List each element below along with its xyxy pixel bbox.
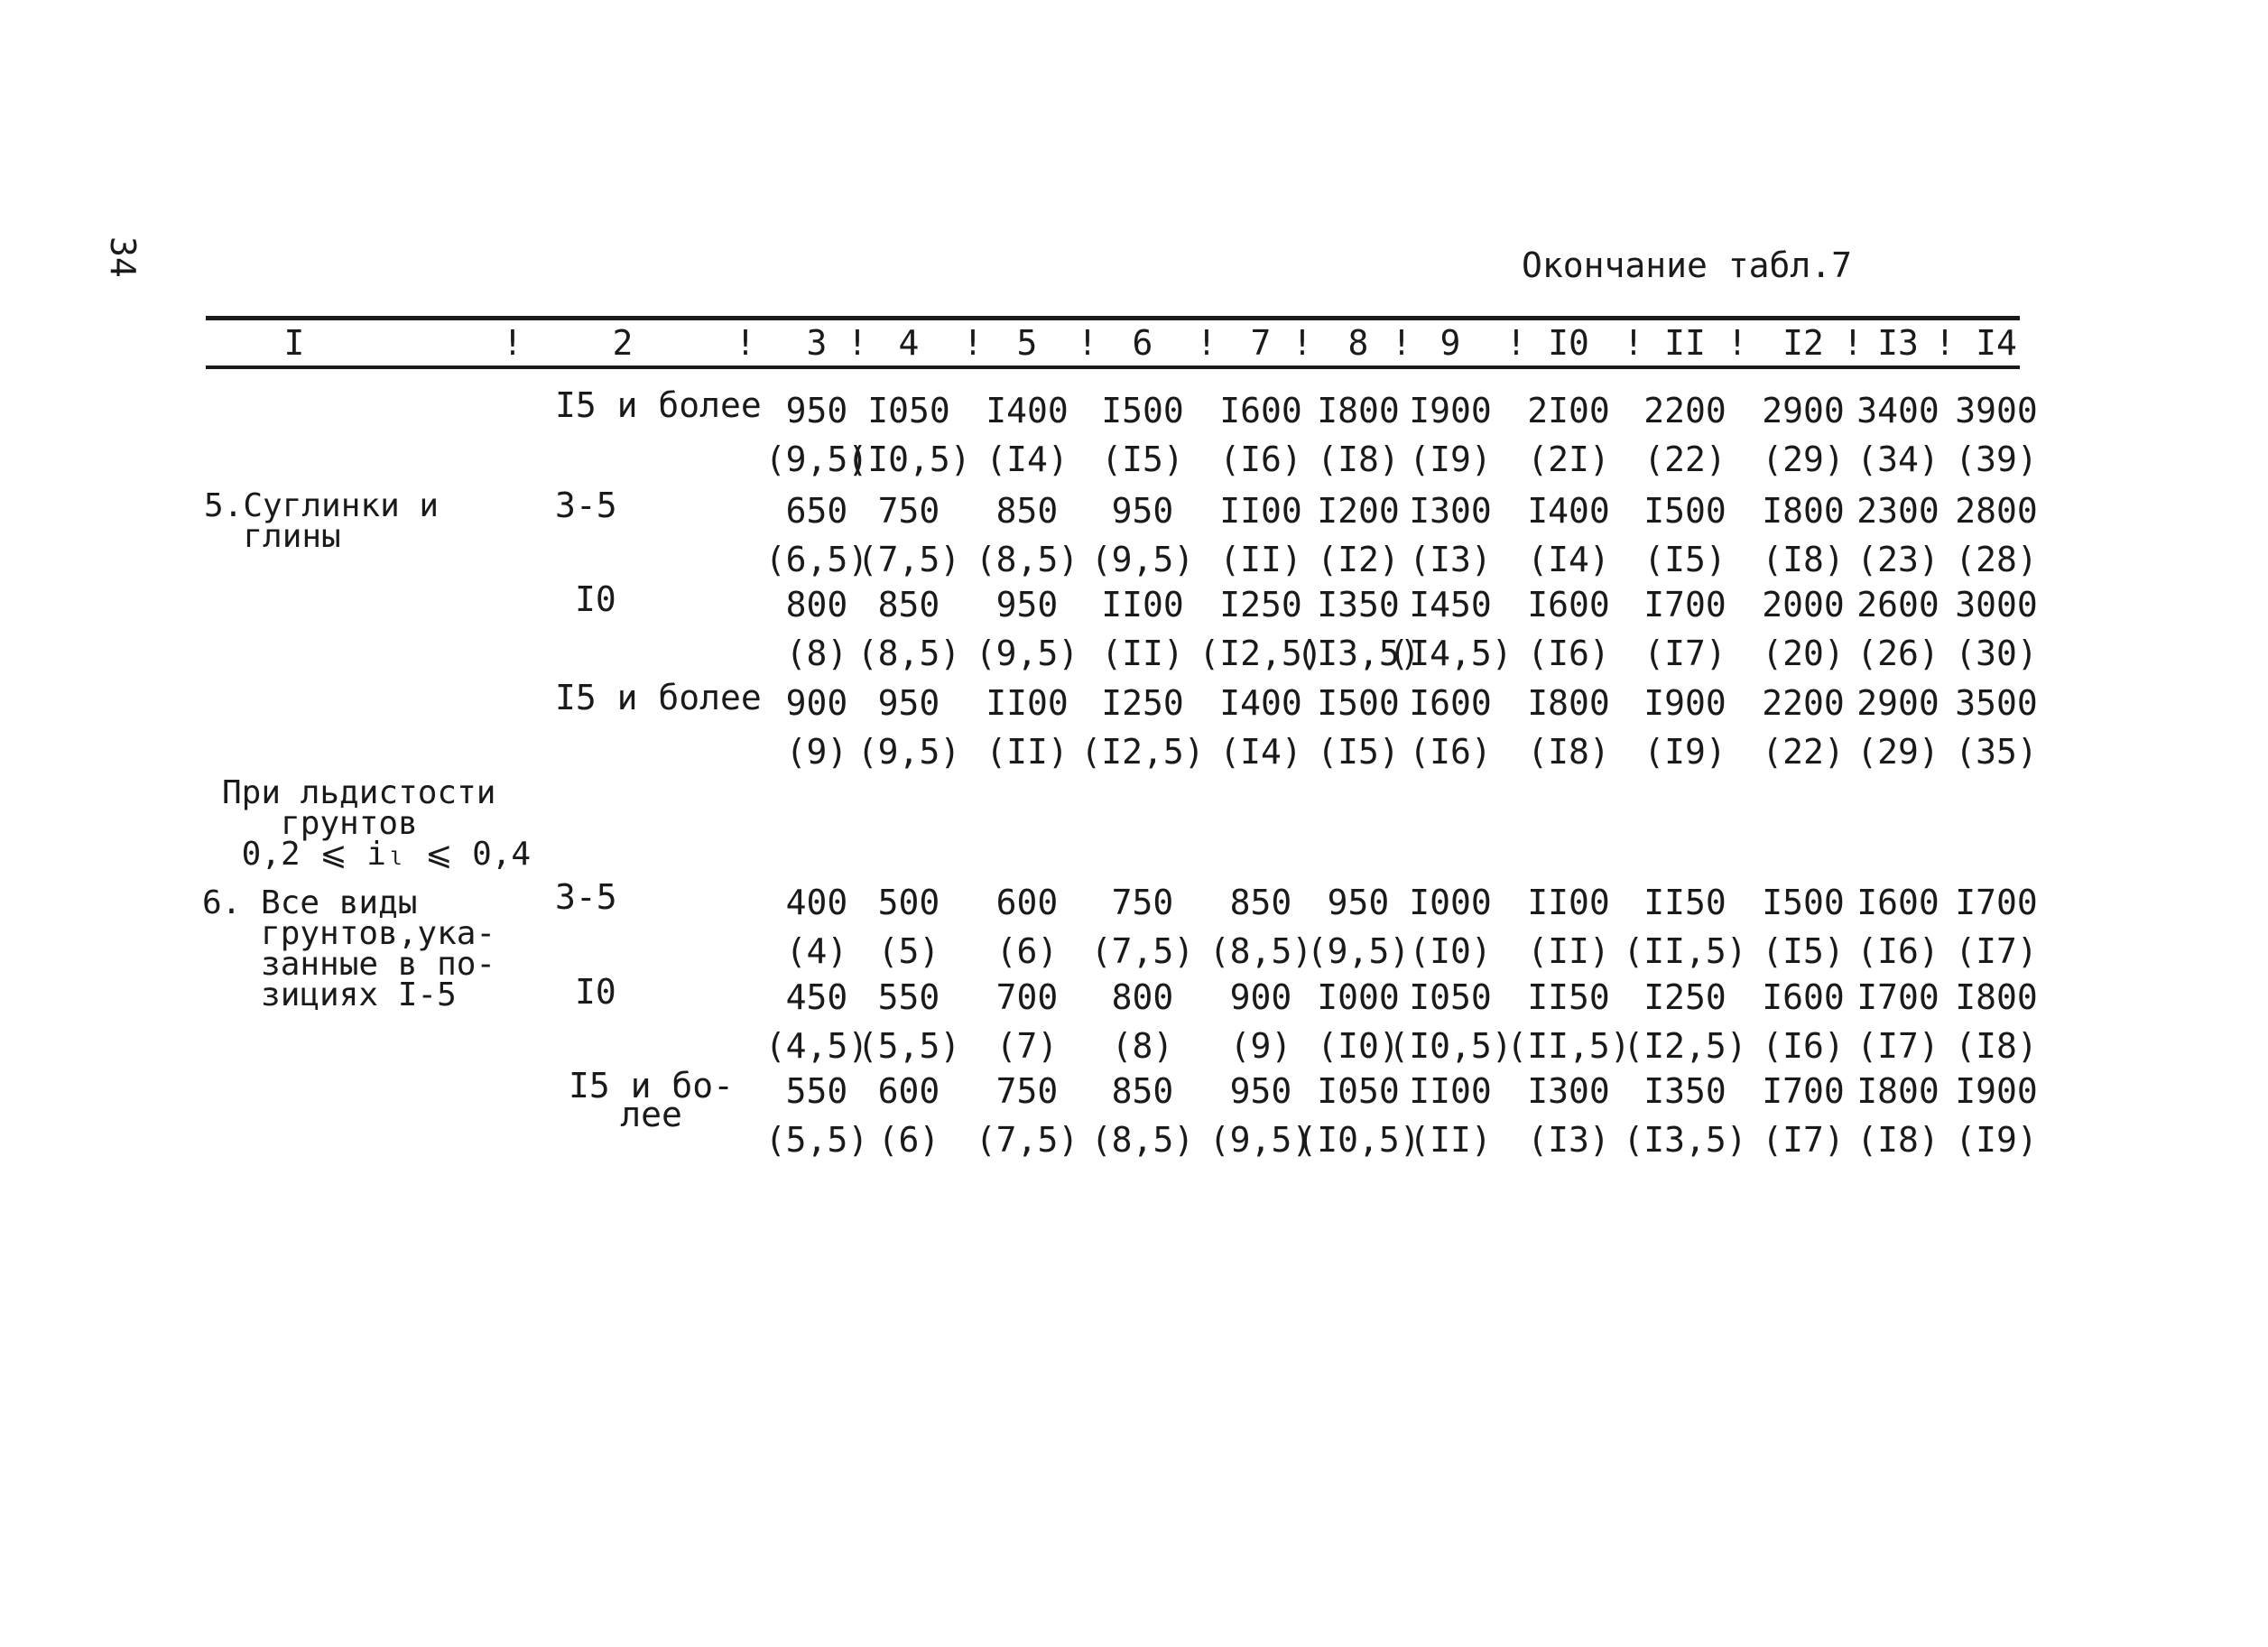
table-cell-paren: (I4) (1219, 732, 1302, 772)
table-cell-paren: (35) (1955, 732, 2038, 772)
table-cell-paren: (II,5) (1506, 1026, 1631, 1066)
table-cell-value: 950 (1327, 883, 1390, 922)
table-cell-paren: (9,5) (764, 440, 869, 479)
table-cell-paren: (I6) (1856, 931, 1939, 971)
table-cell-paren: (I7) (1955, 931, 2038, 971)
table-cell-paren: (4,5) (764, 1026, 869, 1066)
table-cell-value: 3900 (1955, 391, 2038, 430)
table-cell-paren: (7,5) (856, 540, 961, 579)
table-cell-paren: (9,5) (1208, 1120, 1313, 1160)
table-cell-paren: (I8) (1762, 540, 1845, 579)
table-cell-value: I800 (1856, 1071, 1939, 1111)
table-cell-value: I000 (1317, 977, 1400, 1017)
header-separator: ! (502, 323, 523, 363)
table-cell-paren: (22) (1643, 440, 1726, 479)
row-depth: I5 и более (555, 678, 762, 717)
table-cell-value: 800 (1111, 977, 1174, 1017)
table-cell-value: 2800 (1955, 491, 2038, 531)
table-cell-paren: (I4) (1527, 540, 1610, 579)
table-cell-paren: (I9) (1643, 732, 1726, 772)
table-cell-value: 2200 (1643, 391, 1726, 430)
table-cell-value: 650 (785, 491, 848, 531)
table-cell-value: 950 (995, 585, 1059, 625)
table-cell-value: 3400 (1856, 391, 1939, 430)
table-cell-value: I700 (1762, 1071, 1845, 1111)
table-cell-value: 2000 (1762, 585, 1845, 625)
row-depth: 3-5 (555, 877, 617, 917)
header-separator: ! (1623, 323, 1644, 363)
table-cell-paren: (8,5) (856, 634, 961, 673)
table-cell-paren: (7,5) (1090, 931, 1195, 971)
table-cell-value: I600 (1219, 391, 1302, 430)
table-cell-value: I600 (1409, 683, 1492, 723)
table-cell-value: 600 (995, 883, 1059, 922)
table-cell-paren: (39) (1955, 440, 2038, 479)
table-cell-paren: (8) (785, 634, 848, 673)
table-cell-value: II50 (1643, 883, 1726, 922)
header-separator: ! (1934, 323, 1956, 363)
table-cell-value: 950 (785, 391, 848, 430)
table-cell-value: I400 (1527, 491, 1610, 531)
table-cell-value: 2900 (1762, 391, 1845, 430)
table-cell-paren: (I6) (1219, 440, 1302, 479)
table-cell-value: I050 (867, 391, 950, 430)
table-cell-value: I800 (1762, 491, 1845, 531)
table-cell-value: I300 (1527, 1071, 1610, 1111)
table-cell-paren: (II) (1219, 540, 1302, 579)
header-separator: ! (962, 323, 984, 363)
table-cell-paren: (8,5) (1090, 1120, 1195, 1160)
table-cell-paren: (26) (1856, 634, 1939, 673)
table-cell-value: I900 (1643, 683, 1726, 723)
table-cell-value: 2600 (1856, 585, 1939, 625)
table-cell-value: I700 (1856, 977, 1939, 1017)
table-cell-value: I600 (1762, 977, 1845, 1017)
row-depth: 3-5 (555, 486, 617, 525)
table-cell-value: 950 (877, 683, 940, 723)
table-cell-value: 400 (785, 883, 848, 922)
table-cell-value: 450 (785, 977, 848, 1017)
header-col-4: 4 (898, 323, 920, 363)
table-cell-paren: (I3,5) (1623, 1120, 1747, 1160)
header-separator: ! (1726, 323, 1748, 363)
table-cell-paren: (I3) (1409, 540, 1492, 579)
row-label-soil5: 5.Суглинки и глины (204, 487, 440, 555)
table-caption: Окончание табл.7 (1522, 245, 1853, 285)
table-cell-value: 2200 (1762, 683, 1845, 723)
table-cell-value: I400 (986, 391, 1069, 430)
table-cell-paren: (I9) (1409, 440, 1492, 479)
table-cell-paren: (I5) (1762, 931, 1845, 971)
header-col-8: 8 (1347, 323, 1369, 363)
table-cell-value: I900 (1409, 391, 1492, 430)
table-cell-value: 2300 (1856, 491, 1939, 531)
table-cell-paren: (I5) (1317, 732, 1400, 772)
table-cell-value: 950 (1229, 1071, 1292, 1111)
table-cell-value: I250 (1643, 977, 1726, 1017)
table-cell-paren: (8,5) (975, 540, 1079, 579)
table-cell-paren: (II) (1409, 1120, 1492, 1160)
table-top-rule (206, 316, 2020, 320)
table-cell-paren: (I6) (1762, 1026, 1845, 1066)
table-cell-paren: (29) (1762, 440, 1845, 479)
table-cell-paren: (2I) (1527, 440, 1610, 479)
table-cell-paren: (I0,5) (847, 440, 971, 479)
table-cell-value: I400 (1219, 683, 1302, 723)
table-cell-value: 850 (1111, 1071, 1174, 1111)
header-separator: ! (1391, 323, 1412, 363)
table-cell-paren: (I2,5) (1199, 634, 1323, 673)
table-cell-paren: (I6) (1527, 634, 1610, 673)
row-depth: I0 (575, 972, 616, 1012)
table-cell-value: 800 (785, 585, 848, 625)
table-cell-paren: (I0,5) (1388, 1026, 1513, 1066)
table-cell-paren: (II,5) (1623, 931, 1747, 971)
table-cell-value: I600 (1856, 883, 1939, 922)
table-cell-value: I250 (1101, 683, 1184, 723)
table-cell-paren: (II) (986, 732, 1069, 772)
table-cell-value: I800 (1317, 391, 1400, 430)
table-cell-paren: (I0,5) (1296, 1120, 1421, 1160)
table-cell-paren: (8,5) (1208, 931, 1313, 971)
table-cell-paren: (29) (1856, 732, 1939, 772)
table-cell-value: 500 (877, 883, 940, 922)
table-cell-value: 750 (1111, 883, 1174, 922)
table-cell-value: I500 (1317, 683, 1400, 723)
table-cell-paren: (I7) (1643, 634, 1726, 673)
table-cell-paren: (I5) (1643, 540, 1726, 579)
header-separator: ! (735, 323, 756, 363)
header-separator: ! (1291, 323, 1313, 363)
table-cell-paren: (I4) (986, 440, 1069, 479)
table-cell-paren: (I3,5) (1296, 634, 1421, 673)
table-cell-value: I800 (1955, 977, 2038, 1017)
table-cell-value: 2900 (1856, 683, 1939, 723)
table-cell-value: I700 (1955, 883, 2038, 922)
table-cell-value: II00 (1409, 1071, 1492, 1111)
table-cell-paren: (9) (785, 732, 848, 772)
header-col-1: I (283, 323, 305, 363)
header-separator: ! (1842, 323, 1864, 363)
table-cell-paren: (5) (877, 931, 940, 971)
table-cell-value: 3000 (1955, 585, 2038, 625)
table-cell-paren: (30) (1955, 634, 2038, 673)
table-cell-value: 750 (995, 1071, 1059, 1111)
table-cell-paren: (I8) (1527, 732, 1610, 772)
table-cell-value: 600 (877, 1071, 940, 1111)
table-cell-paren: (I8) (1856, 1120, 1939, 1160)
header-separator: ! (1196, 323, 1217, 363)
table-cell-value: I000 (1409, 883, 1492, 922)
table-cell-paren: (I5) (1101, 440, 1184, 479)
table-cell-value: 850 (877, 585, 940, 625)
table-cell-value: II50 (1527, 977, 1610, 1017)
table-cell-value: 900 (785, 683, 848, 723)
table-cell-paren: (I7) (1856, 1026, 1939, 1066)
table-cell-paren: (6,5) (764, 540, 869, 579)
table-cell-value: 700 (995, 977, 1059, 1017)
table-cell-value: 750 (877, 491, 940, 531)
table-cell-value: 850 (1229, 883, 1292, 922)
table-cell-value: I350 (1643, 1071, 1726, 1111)
table-cell-paren: (I2,5) (1080, 732, 1205, 772)
table-cell-paren: (6) (877, 1120, 940, 1160)
table-cell-paren: (I0) (1317, 1026, 1400, 1066)
header-separator: ! (1505, 323, 1527, 363)
page-number: 34 (103, 236, 143, 278)
header-col-5: 5 (1016, 323, 1038, 363)
table-cell-value: II00 (1101, 585, 1184, 625)
table-cell-value: I700 (1643, 585, 1726, 625)
table-cell-paren: (6) (995, 931, 1059, 971)
table-cell-value: 550 (877, 977, 940, 1017)
table-header-rule (206, 365, 2020, 369)
table-cell-value: I500 (1762, 883, 1845, 922)
table-cell-value: I600 (1527, 585, 1610, 625)
table-cell-paren: (I6) (1409, 732, 1492, 772)
table-cell-paren: (5,5) (764, 1120, 869, 1160)
table-cell-paren: (I7) (1762, 1120, 1845, 1160)
table-cell-paren: (I3) (1527, 1120, 1610, 1160)
row-depth: I0 (575, 579, 616, 619)
table-cell-value: I350 (1317, 585, 1400, 625)
table-cell-value: I250 (1219, 585, 1302, 625)
table-cell-value: 2I00 (1527, 391, 1610, 430)
table-cell-paren: (7) (995, 1026, 1059, 1066)
table-cell-paren: (II) (1527, 931, 1610, 971)
table-cell-value: I800 (1527, 683, 1610, 723)
header-col-2: 2 (612, 323, 634, 363)
header-col-11: II (1664, 323, 1706, 363)
table-cell-paren: (5,5) (856, 1026, 961, 1066)
table-cell-paren: (9,5) (1090, 540, 1195, 579)
table-cell-value: I900 (1955, 1071, 2038, 1111)
table-cell-paren: (20) (1762, 634, 1845, 673)
table-cell-value: 950 (1111, 491, 1174, 531)
table-cell-paren: (I2) (1317, 540, 1400, 579)
table-cell-paren: (22) (1762, 732, 1845, 772)
header-col-6: 6 (1132, 323, 1153, 363)
table-cell-paren: (7,5) (975, 1120, 1079, 1160)
table-cell-value: I050 (1409, 977, 1492, 1017)
row-depth: I5 и более (555, 385, 762, 425)
table-cell-value: I500 (1101, 391, 1184, 430)
row-label-soil6: 6. Все виды грунтов,ука- занные в по- зициях I-5 (202, 884, 496, 1013)
header-col-14: I4 (1976, 323, 2017, 363)
table-cell-value: II00 (1219, 491, 1302, 531)
table-cell-paren: (I4,5) (1388, 634, 1513, 673)
header-col-9: 9 (1439, 323, 1461, 363)
table-cell-value: I300 (1409, 491, 1492, 531)
table-cell-paren: (I9) (1955, 1120, 2038, 1160)
table-cell-value: I050 (1317, 1071, 1400, 1111)
header-col-10: I0 (1548, 323, 1589, 363)
header-col-3: 3 (806, 323, 828, 363)
table-cell-value: 3500 (1955, 683, 2038, 723)
table-cell-paren: (I0) (1409, 931, 1492, 971)
table-cell-value: 900 (1229, 977, 1292, 1017)
header-separator: ! (847, 323, 868, 363)
table-cell-value: 850 (995, 491, 1059, 531)
table-cell-paren: (9,5) (975, 634, 1079, 673)
table-cell-paren: (I8) (1317, 440, 1400, 479)
table-cell-value: II00 (986, 683, 1069, 723)
table-cell-paren: (4) (785, 931, 848, 971)
table-cell-paren: (9,5) (856, 732, 961, 772)
table-cell-value: I500 (1643, 491, 1726, 531)
table-cell-paren: (9,5) (1306, 931, 1411, 971)
table-cell-paren: (II) (1101, 634, 1184, 673)
header-separator: ! (1077, 323, 1098, 363)
table-cell-paren: (34) (1856, 440, 1939, 479)
table-cell-paren: (28) (1955, 540, 2038, 579)
row-depth: I5 и бо- лее (569, 1066, 735, 1134)
header-col-7: 7 (1250, 323, 1272, 363)
header-col-12: I2 (1782, 323, 1824, 363)
table-cell-paren: (8) (1111, 1026, 1174, 1066)
table-cell-paren: (I8) (1955, 1026, 2038, 1066)
table-cell-paren: (9) (1229, 1026, 1292, 1066)
table-cell-value: 550 (785, 1071, 848, 1111)
table-cell-paren: (23) (1856, 540, 1939, 579)
row-label-ice-note: При льдистости грунтов 0,2 ⩽ iₗ ⩽ 0,4 (222, 774, 532, 873)
table-cell-value: II00 (1527, 883, 1610, 922)
table-cell-paren: (I2,5) (1623, 1026, 1747, 1066)
header-col-13: I3 (1877, 323, 1919, 363)
table-cell-value: I450 (1409, 585, 1492, 625)
table-cell-value: I200 (1317, 491, 1400, 531)
